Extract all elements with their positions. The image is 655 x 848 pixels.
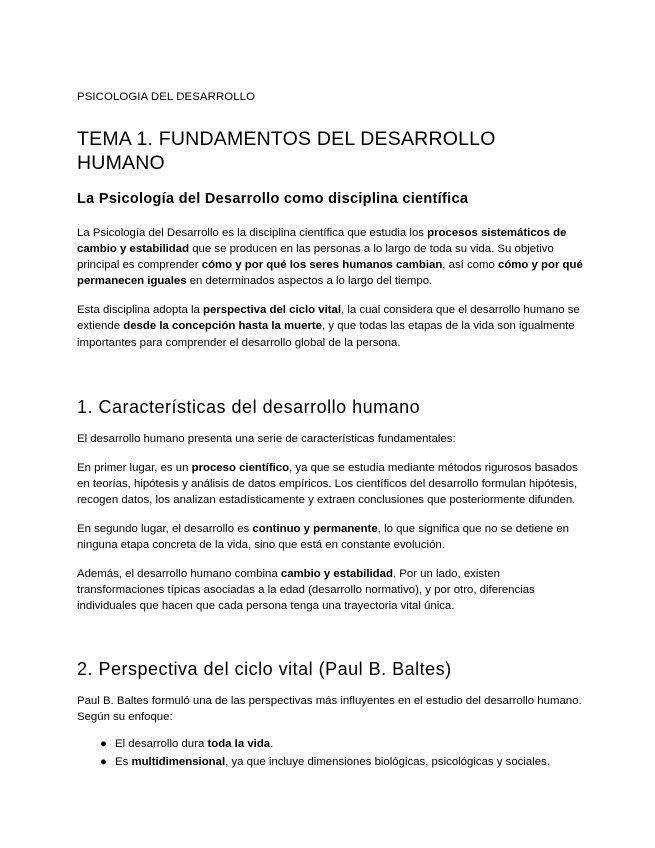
document-title: TEMA 1. FUNDAMENTOS DEL DESARROLLO HUMANO: [77, 128, 496, 174]
intro-paragraph-2: [77, 302, 585, 350]
bold-run: multidimensional: [131, 755, 226, 768]
text-run: Además, el desarrollo humano combina: [77, 568, 281, 581]
bold-run: continuo y permanente: [252, 523, 378, 536]
text-run: . Por un lado, existen transformaciones típicas asociadas a la edad (desarrollo normativo), y por otro, diferencias individuales que hacen que cada persona tenga una trayectoria vital única.: [77, 568, 535, 613]
bullet-icon: ●: [100, 737, 107, 750]
text-run: que se producen en las personas a lo largo de toda su vida. Su objetivo principal es comprender: [77, 243, 554, 272]
section-1-paragraph-3: [77, 521, 585, 553]
section-1-paragraph-1: El desarrollo humano presenta una serie de características fundamentales:: [77, 432, 456, 445]
section-2-bullet-list: [77, 735, 585, 771]
document-header-label: PSICOLOGIA DEL DESARROLLO: [77, 91, 256, 103]
text-run: Esta disciplina adopta la: [77, 304, 204, 317]
bold-run: desde la concepción hasta la muerte: [123, 320, 323, 333]
section-1-paragraph-2: [77, 460, 585, 508]
text-run: .: [270, 737, 274, 750]
text-run: El desarrollo dura: [115, 737, 208, 750]
list-item: [77, 735, 585, 753]
text-run: Es: [115, 755, 132, 768]
text-run: , la cual considera que el desarrollo humano se extiende: [77, 304, 580, 333]
bold-run: cómo y por qué los seres humanos cambian: [201, 259, 443, 272]
text-run: , ya que se estudia mediante métodos rigurosos basados en teorías, hipótesis y análisis de datos empíricos. Los científicos del desarrollo formulan hipótesis, recogen datos, los analizan estadísticamente y extraen conclusiones que posteriormente difunden.: [77, 461, 578, 506]
bold-run: toda la vida: [207, 737, 271, 750]
text-run: , así como: [442, 259, 498, 272]
text-run: , lo que significa que no se detiene en ninguna etapa concreta de la vida, sino que está en constante evolución.: [77, 523, 569, 552]
bold-run: cambio y estabilidad: [280, 568, 393, 581]
section-2-paragraph-1: Paul B. Baltes formuló una de las perspectivas más influyentes en el estudio del desarrollo humano. Según su enfoque:: [77, 694, 582, 723]
section-2-heading: 2. Perspectiva del ciclo vital (Paul B. Baltes): [77, 658, 452, 679]
section-1-paragraph-4: [77, 566, 585, 614]
section-1-heading: 1. Características del desarrollo humano: [77, 396, 421, 417]
bullet-icon: ●: [100, 755, 107, 768]
text-run: en determinados aspectos a lo largo del tiempo.: [186, 275, 433, 288]
text-run: En segundo lugar, el desarrollo es: [77, 523, 253, 536]
document-subtitle: La Psicología del Desarrollo como disciplina científica: [77, 191, 469, 207]
bold-run: cómo y por qué permanecen iguales: [77, 259, 583, 288]
text-run: La Psicología del Desarrollo es la disciplina científica que estudia los: [77, 227, 428, 239]
bold-run: procesos sistemáticos de cambio y estabilidad: [77, 227, 567, 256]
text-run: , ya que incluye dimensiones biológicas, psicológicas y sociales.: [225, 755, 550, 768]
list-item: [77, 753, 585, 771]
text-run: En primer lugar, es un: [77, 461, 192, 474]
text-run: , y que todas las etapas de la vida son igualmente importantes para comprender el desarrollo global de la persona.: [77, 320, 575, 349]
bold-run: proceso científico: [191, 461, 290, 474]
intro-paragraph-1: [77, 225, 585, 289]
bold-run: perspectiva del ciclo vital: [203, 304, 342, 317]
